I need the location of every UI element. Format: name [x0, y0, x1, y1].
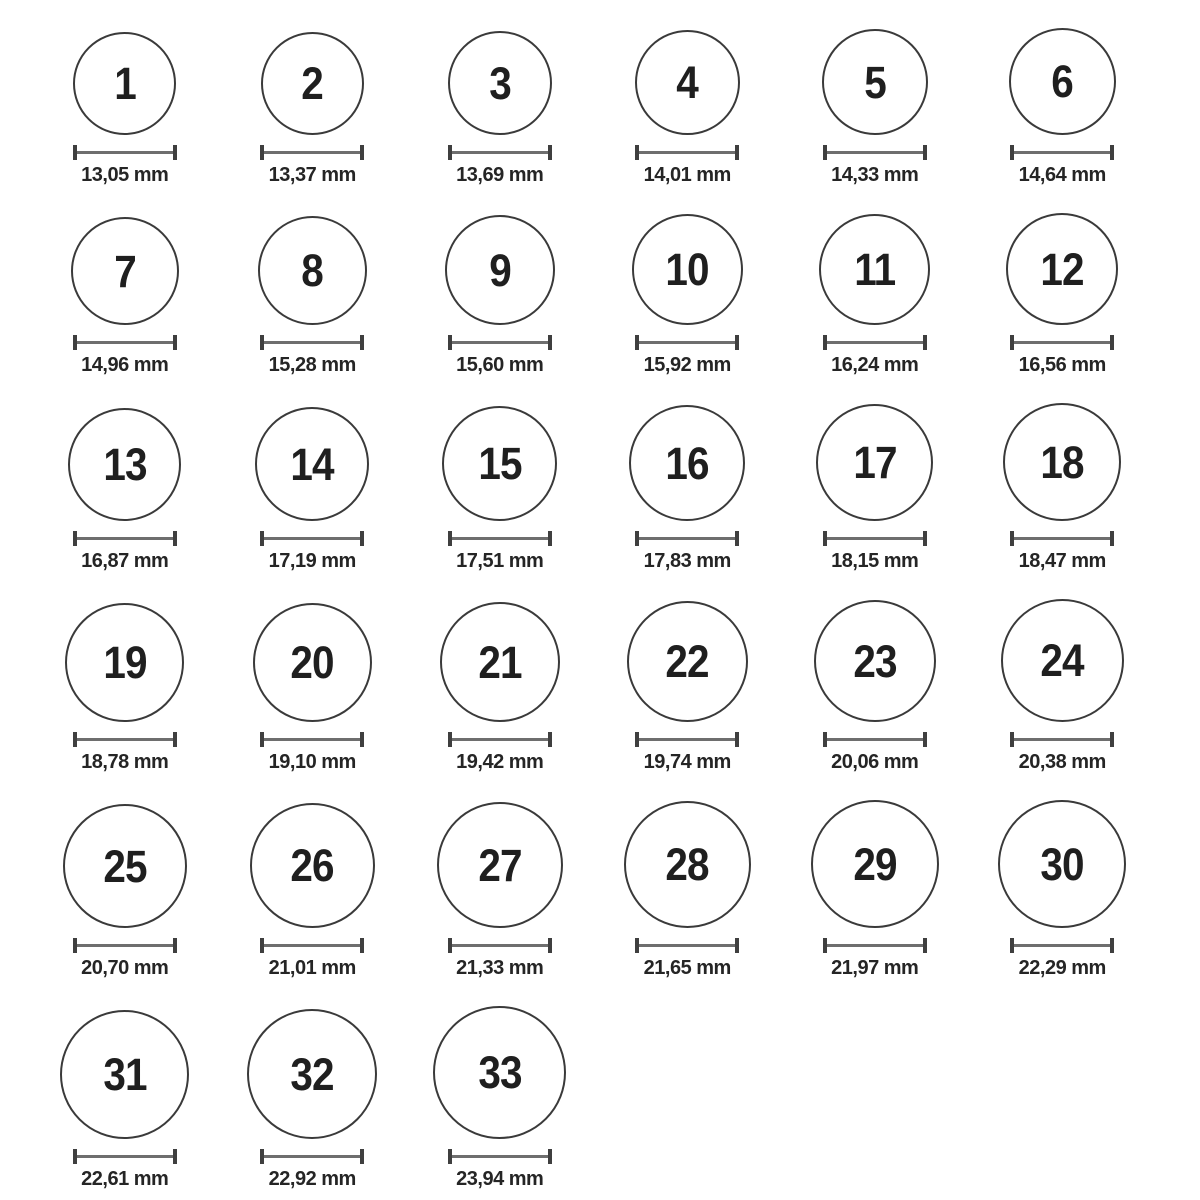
measure-tick-right-icon: [1110, 335, 1114, 350]
diameter-label: 23,94 mm: [456, 1168, 544, 1190]
measure-bar: [1014, 151, 1110, 154]
ring-size-number: 19: [103, 637, 147, 688]
ring-circle: [68, 408, 181, 521]
diameter-measure-line: [73, 531, 177, 546]
ring-circle: [811, 800, 939, 928]
ring-size-item: [594, 214, 782, 378]
measure-tick-right-icon: [1110, 732, 1114, 747]
ring-size-row: [31, 403, 1200, 574]
ring-size-item: [781, 404, 969, 574]
measure-tick-right-icon: [548, 732, 552, 747]
measure-bar: [264, 944, 360, 947]
ring-size-row: [31, 599, 1200, 775]
measure-tick-right-icon: [735, 145, 739, 160]
diameter-label: 19,74 mm: [643, 751, 731, 773]
ring-circle: [448, 31, 552, 135]
diameter-label: 14,96 mm: [81, 354, 169, 376]
diameter-measure-line: [73, 1149, 177, 1164]
ring-size-number: 23: [853, 635, 897, 687]
ring-size-number: 4: [676, 57, 699, 108]
ring-size-number: 6: [1051, 56, 1074, 107]
diameter-label: 21,33 mm: [456, 957, 544, 979]
ring-size-item: [969, 403, 1157, 574]
ring-size-number: 11: [854, 244, 896, 295]
ring-size-row: [31, 28, 1200, 188]
ring-size-number: 28: [665, 839, 709, 890]
ring-size-item: [406, 602, 594, 775]
diameter-label: 18,15 mm: [831, 550, 919, 572]
ring-size-number: 13: [103, 439, 147, 490]
diameter-measure-line: [73, 938, 177, 953]
diameter-label: 19,10 mm: [268, 751, 356, 773]
measure-tick-right-icon: [173, 531, 177, 546]
ring-size-item: [219, 603, 407, 775]
ring-size-item: [781, 600, 969, 775]
diameter-label: 17,19 mm: [268, 550, 356, 572]
measure-tick-right-icon: [360, 1149, 364, 1164]
ring-circle: [822, 29, 928, 135]
measure-tick-right-icon: [923, 732, 927, 747]
measure-tick-right-icon: [173, 335, 177, 350]
diameter-label: 14,01 mm: [643, 164, 731, 186]
measure-bar: [452, 341, 548, 344]
diameter-measure-line: [635, 531, 739, 546]
ring-size-item: [781, 29, 969, 188]
measure-bar: [1014, 738, 1110, 741]
diameter-measure-line: [448, 732, 552, 747]
diameter-label: 20,38 mm: [1018, 751, 1106, 773]
ring-size-number: 33: [478, 1047, 522, 1098]
ring-size-item: [31, 804, 219, 981]
measure-tick-right-icon: [923, 938, 927, 953]
ring-size-rows: [31, 28, 1200, 1192]
diameter-label: 19,42 mm: [456, 751, 544, 773]
ring-size-item: [219, 1009, 407, 1192]
measure-tick-right-icon: [735, 732, 739, 747]
measure-tick-right-icon: [360, 335, 364, 350]
diameter-label: 20,06 mm: [831, 751, 919, 773]
diameter-measure-line: [635, 145, 739, 160]
ring-circle: [624, 801, 751, 928]
diameter-measure-line: [448, 145, 552, 160]
diameter-label: 18,47 mm: [1018, 550, 1106, 572]
measure-bar: [1014, 537, 1110, 540]
ring-size-item: [594, 601, 782, 775]
diameter-label: 17,83 mm: [643, 550, 731, 572]
ring-size-item: [406, 1006, 594, 1192]
ring-size-number: 15: [478, 438, 522, 489]
measure-tick-right-icon: [1110, 531, 1114, 546]
ring-size-number: 10: [665, 244, 709, 295]
diameter-label: 18,78 mm: [81, 751, 169, 773]
diameter-measure-line: [635, 732, 739, 747]
measure-bar: [77, 341, 173, 344]
diameter-label: 15,28 mm: [268, 354, 356, 376]
diameter-label: 16,56 mm: [1018, 354, 1106, 376]
measure-tick-right-icon: [923, 335, 927, 350]
ring-size-number: 7: [113, 245, 136, 297]
measure-bar: [1014, 341, 1110, 344]
ring-circle: [814, 600, 936, 722]
diameter-measure-line: [260, 732, 364, 747]
measure-tick-right-icon: [360, 145, 364, 160]
measure-bar: [827, 151, 923, 154]
ring-size-number: 5: [863, 56, 886, 108]
ring-circle: [253, 603, 372, 722]
ring-size-item: [406, 215, 594, 378]
diameter-label: 22,61 mm: [81, 1168, 169, 1190]
measure-tick-right-icon: [173, 145, 177, 160]
ring-circle: [71, 217, 179, 325]
ring-size-number: 22: [665, 636, 709, 687]
ring-circle: [1009, 28, 1116, 135]
ring-size-number: 1: [113, 58, 136, 109]
diameter-measure-line: [823, 732, 927, 747]
diameter-label: 14,64 mm: [1018, 164, 1106, 186]
ring-circle: [73, 32, 176, 135]
diameter-measure-line: [823, 938, 927, 953]
diameter-measure-line: [448, 938, 552, 953]
measure-bar: [77, 537, 173, 540]
measure-bar: [77, 1155, 173, 1158]
ring-size-item: [594, 405, 782, 574]
ring-size-number: 18: [1040, 436, 1084, 488]
ring-size-item: [31, 217, 219, 378]
ring-size-item: [219, 216, 407, 378]
ring-size-number: 20: [290, 637, 334, 688]
diameter-label: 14,33 mm: [831, 164, 919, 186]
measure-bar: [452, 944, 548, 947]
ring-circle: [60, 1010, 189, 1139]
measure-tick-right-icon: [548, 145, 552, 160]
measure-bar: [639, 944, 735, 947]
ring-size-item: [406, 406, 594, 574]
measure-tick-right-icon: [360, 938, 364, 953]
measure-tick-right-icon: [1110, 145, 1114, 160]
ring-circle: [1006, 213, 1118, 325]
measure-tick-right-icon: [360, 732, 364, 747]
ring-circle: [433, 1006, 566, 1139]
ring-circle: [1003, 403, 1121, 521]
diameter-measure-line: [1010, 732, 1114, 747]
measure-bar: [264, 738, 360, 741]
ring-circle: [440, 602, 560, 722]
ring-circle: [629, 405, 745, 521]
measure-bar: [827, 341, 923, 344]
measure-bar: [827, 944, 923, 947]
diameter-measure-line: [1010, 531, 1114, 546]
ring-size-item: [219, 803, 407, 981]
ring-circle: [255, 407, 369, 521]
diameter-label: 16,87 mm: [81, 550, 169, 572]
ring-size-item: [31, 32, 219, 188]
ring-circle: [442, 406, 557, 521]
ring-size-item: [219, 32, 407, 188]
ring-circle: [261, 32, 364, 135]
diameter-measure-line: [260, 938, 364, 953]
ring-size-number: 24: [1040, 635, 1084, 686]
ring-size-number: 9: [488, 244, 511, 296]
diameter-measure-line: [73, 145, 177, 160]
diameter-measure-line: [260, 1149, 364, 1164]
ring-circle: [998, 800, 1126, 928]
diameter-measure-line: [1010, 145, 1114, 160]
diameter-measure-line: [73, 335, 177, 350]
ring-size-number: 25: [103, 840, 147, 892]
ring-circle: [1001, 599, 1124, 722]
ring-size-number: 26: [290, 840, 334, 891]
measure-tick-right-icon: [173, 732, 177, 747]
ring-size-item: [31, 408, 219, 574]
ring-circle: [445, 215, 555, 325]
diameter-label: 15,92 mm: [643, 354, 731, 376]
ring-size-item: [406, 802, 594, 981]
ring-circle: [819, 214, 930, 325]
measure-bar: [639, 151, 735, 154]
ring-size-number: 8: [301, 245, 324, 296]
diameter-label: 22,92 mm: [268, 1168, 356, 1190]
diameter-measure-line: [260, 335, 364, 350]
diameter-measure-line: [1010, 335, 1114, 350]
ring-size-item: [219, 407, 407, 574]
diameter-measure-line: [635, 335, 739, 350]
measure-tick-right-icon: [923, 531, 927, 546]
diameter-label: 13,69 mm: [456, 164, 544, 186]
measure-bar: [827, 537, 923, 540]
diameter-measure-line: [635, 938, 739, 953]
measure-tick-right-icon: [735, 335, 739, 350]
measure-bar: [639, 738, 735, 741]
measure-bar: [827, 738, 923, 741]
diameter-label: 21,97 mm: [831, 957, 919, 979]
ring-circle: [258, 216, 367, 325]
diameter-measure-line: [1010, 938, 1114, 953]
diameter-measure-line: [260, 531, 364, 546]
measure-bar: [77, 151, 173, 154]
diameter-label: 21,01 mm: [268, 957, 356, 979]
ring-size-row: [31, 1006, 1200, 1192]
measure-tick-right-icon: [548, 1149, 552, 1164]
measure-bar: [452, 151, 548, 154]
diameter-label: 13,05 mm: [81, 164, 169, 186]
measure-tick-right-icon: [173, 938, 177, 953]
ring-size-number: 14: [290, 438, 334, 490]
diameter-label: 17,51 mm: [456, 550, 544, 572]
ring-size-item: [969, 800, 1157, 981]
measure-bar: [639, 341, 735, 344]
ring-size-number: 17: [853, 437, 897, 488]
measure-bar: [264, 151, 360, 154]
ring-circle: [632, 214, 743, 325]
ring-size-item: [969, 28, 1157, 188]
ring-size-number: 27: [478, 839, 522, 891]
diameter-measure-line: [448, 335, 552, 350]
measure-tick-right-icon: [548, 531, 552, 546]
ring-size-number: 29: [853, 838, 897, 890]
measure-bar: [264, 537, 360, 540]
diameter-label: 16,24 mm: [831, 354, 919, 376]
measure-tick-right-icon: [548, 335, 552, 350]
ring-circle: [65, 603, 184, 722]
ring-circle: [437, 802, 563, 928]
diameter-measure-line: [73, 732, 177, 747]
measure-bar: [264, 1155, 360, 1158]
measure-tick-right-icon: [173, 1149, 177, 1164]
measure-tick-right-icon: [548, 938, 552, 953]
ring-size-number: 16: [665, 437, 709, 489]
ring-size-item: [781, 214, 969, 378]
diameter-label: 13,37 mm: [268, 164, 356, 186]
ring-size-number: 32: [290, 1048, 334, 1100]
measure-bar: [452, 537, 548, 540]
measure-bar: [452, 738, 548, 741]
diameter-label: 22,29 mm: [1018, 957, 1106, 979]
diameter-measure-line: [823, 145, 927, 160]
measure-bar: [1014, 944, 1110, 947]
measure-bar: [452, 1155, 548, 1158]
measure-bar: [77, 738, 173, 741]
measure-tick-right-icon: [923, 145, 927, 160]
diameter-measure-line: [260, 145, 364, 160]
diameter-measure-line: [823, 335, 927, 350]
ring-size-item: [781, 800, 969, 981]
measure-tick-right-icon: [1110, 938, 1114, 953]
ring-size-item: [594, 801, 782, 981]
measure-tick-right-icon: [360, 531, 364, 546]
measure-bar: [264, 341, 360, 344]
ring-circle: [250, 803, 375, 928]
ring-size-number: 3: [488, 57, 511, 109]
measure-bar: [639, 537, 735, 540]
ring-size-item: [594, 30, 782, 188]
ring-circle: [816, 404, 933, 521]
measure-bar: [77, 944, 173, 947]
diameter-measure-line: [823, 531, 927, 546]
ring-size-number: 31: [103, 1049, 147, 1100]
measure-tick-right-icon: [735, 531, 739, 546]
ring-size-item: [969, 599, 1157, 775]
diameter-label: 20,70 mm: [81, 957, 169, 979]
ring-circle: [63, 804, 187, 928]
ring-size-item: [31, 1010, 219, 1192]
measure-tick-right-icon: [735, 938, 739, 953]
diameter-measure-line: [448, 531, 552, 546]
ring-size-number: 30: [1040, 838, 1084, 890]
ring-size-item: [969, 213, 1157, 378]
ring-circle: [635, 30, 740, 135]
ring-size-number: 2: [301, 58, 324, 109]
ring-circle: [627, 601, 748, 722]
diameter-label: 21,65 mm: [643, 957, 731, 979]
diameter-measure-line: [448, 1149, 552, 1164]
ring-size-number: 21: [478, 636, 522, 688]
ring-size-item: [31, 603, 219, 775]
ring-size-item: [406, 31, 594, 188]
ring-size-row: [31, 800, 1200, 981]
ring-circle: [247, 1009, 377, 1139]
ring-size-number: 12: [1040, 243, 1084, 295]
ring-size-row: [31, 213, 1200, 378]
diameter-label: 15,60 mm: [456, 354, 544, 376]
